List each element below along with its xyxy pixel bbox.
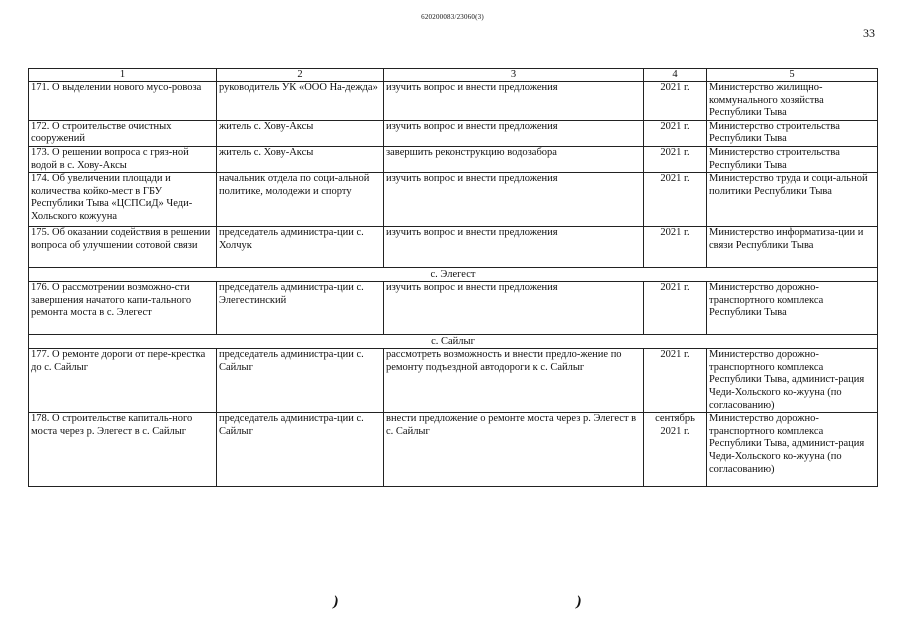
- issue-cell: 174. Об увеличении площади и количества койко-мест в ГБУ Республики Тыва «ЦСПСиД» Чеди-Хольского кожууна: [29, 173, 217, 227]
- responsible-cell: Министерство строительства Республики Тыва: [707, 146, 878, 172]
- header-cell-5: 5: [707, 69, 878, 82]
- initiator-cell: начальник отдела по соци-альной политике, молодежи и спорту: [217, 173, 384, 227]
- measures-table: [28, 68, 878, 487]
- responsible-cell: Министерство жилищно-коммунального хозяйства Республики Тыва: [707, 82, 878, 121]
- issue-cell: 173. О решении вопроса с гряз-ной водой в с. Хову-Аксы: [29, 146, 217, 172]
- header-cell-1: 1: [29, 69, 217, 82]
- table-row: [29, 173, 878, 227]
- table-row: [29, 282, 878, 335]
- action-cell: внести предложение о ремонте моста через р. Элегест в с. Сайлыг: [384, 413, 644, 487]
- section-row: [29, 335, 878, 349]
- deadline-cell: сентябрь 2021 г.: [644, 413, 707, 487]
- header-cell-4: 4: [644, 69, 707, 82]
- table-row: [29, 413, 878, 487]
- section-heading: с. Сайлыг: [29, 335, 878, 349]
- responsible-cell: Министерство труда и соци-альной политики Республики Тыва: [707, 173, 878, 227]
- section-heading: с. Элегест: [29, 268, 878, 282]
- document-code: 620200083/23060(3): [421, 13, 484, 21]
- responsible-cell: Министерство информатиза-ции и связи Республики Тыва: [707, 227, 878, 268]
- initiator-cell: председатель администра-ции с. Сайлыг: [217, 413, 384, 487]
- table-header-row: [29, 69, 878, 82]
- responsible-cell: Министерство дорожно-транспортного комплекса Республики Тыва, админист-рация Чеди-Хольского ко-жууна (по согласованию): [707, 413, 878, 487]
- deadline-cell: 2021 г.: [644, 173, 707, 227]
- handwritten-mark-left: ): [331, 593, 340, 611]
- table-row: [29, 349, 878, 413]
- deadline-cell: 2021 г.: [644, 227, 707, 268]
- action-cell: изучить вопрос и внести предложения: [384, 120, 644, 146]
- issue-cell: 176. О рассмотрении возможно-сти завершения начатого капи-тального ремонта моста в с. Элегест: [29, 282, 217, 335]
- initiator-cell: председатель администра-ции с. Холчук: [217, 227, 384, 268]
- action-cell: рассмотреть возможность и внести предло-жение по ремонту подъездной автодороги к с. Сайлыг: [384, 349, 644, 413]
- page-number: 33: [863, 26, 875, 40]
- handwritten-mark-right: ): [574, 593, 583, 611]
- action-cell: изучить вопрос и внести предложения: [384, 282, 644, 335]
- table-row: [29, 120, 878, 146]
- header-cell-3: 3: [384, 69, 644, 82]
- responsible-cell: Министерство строительства Республики Тыва: [707, 120, 878, 146]
- initiator-cell: житель с. Хову-Аксы: [217, 120, 384, 146]
- issue-cell: 178. О строительстве капиталь-ного моста через р. Элегест в с. Сайлыг: [29, 413, 217, 487]
- table-row: [29, 82, 878, 121]
- action-cell: изучить вопрос и внести предложения: [384, 82, 644, 121]
- header-cell-2: 2: [217, 69, 384, 82]
- initiator-cell: председатель администра-ции с. Сайлыг: [217, 349, 384, 413]
- deadline-cell: 2021 г.: [644, 349, 707, 413]
- responsible-cell: Министерство дорожно-транспортного комплекса Республики Тыва: [707, 282, 878, 335]
- deadline-cell: 2021 г.: [644, 82, 707, 121]
- issue-cell: 172. О строительстве очистных сооружений: [29, 120, 217, 146]
- initiator-cell: житель с. Хову-Аксы: [217, 146, 384, 172]
- deadline-cell: 2021 г.: [644, 282, 707, 335]
- responsible-cell: Министерство дорожно-транспортного комплекса Республики Тыва, админист-рация Чеди-Хольского ко-жууна (по согласованию): [707, 349, 878, 413]
- table-row: [29, 227, 878, 268]
- deadline-cell: 2021 г.: [644, 146, 707, 172]
- issue-cell: 171. О выделении нового мусо-ровоза: [29, 82, 217, 121]
- initiator-cell: председатель администра-ции с. Элегестинский: [217, 282, 384, 335]
- action-cell: изучить вопрос и внести предложения: [384, 173, 644, 227]
- issue-cell: 175. Об оказании содействия в решении вопроса об улучшении сотовой связи: [29, 227, 217, 268]
- action-cell: завершить реконструкцию водозабора: [384, 146, 644, 172]
- section-row: [29, 268, 878, 282]
- issue-cell: 177. О ремонте дороги от пере-крестка до с. Сайлыг: [29, 349, 217, 413]
- deadline-cell: 2021 г.: [644, 120, 707, 146]
- initiator-cell: руководитель УК «ООО На-дежда»: [217, 82, 384, 121]
- table-row: [29, 146, 878, 172]
- action-cell: изучить вопрос и внести предложения: [384, 227, 644, 268]
